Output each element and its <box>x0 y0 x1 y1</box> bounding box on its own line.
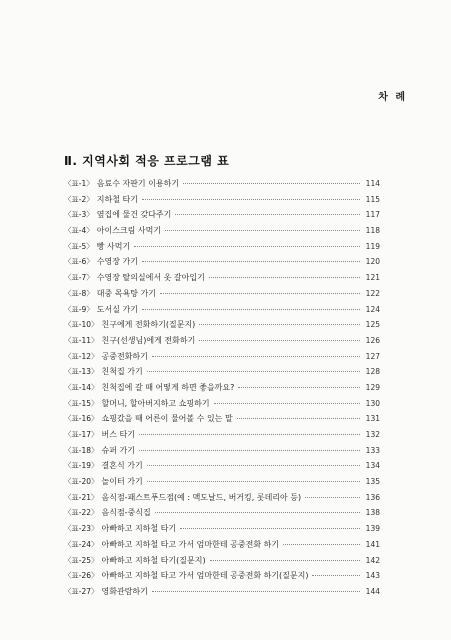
toc-entry <box>64 443 380 459</box>
toc-entry-title: 지하철 타기 <box>96 194 138 204</box>
toc-dot-leader <box>199 340 360 341</box>
toc-entry-code: 〈표-12〉 <box>64 351 99 361</box>
toc-entry-title: 놀이터 가기 <box>101 477 143 487</box>
toc-entry-code: 〈표-3〉 <box>64 210 94 220</box>
toc-dot-leader <box>214 403 360 404</box>
toc-entry-page-number: 131 <box>365 414 380 424</box>
toc-entry <box>64 396 380 412</box>
toc-entry <box>64 192 380 208</box>
toc-entry-code: 〈표-6〉 <box>64 257 94 267</box>
table-of-contents <box>64 176 380 600</box>
toc-dot-leader <box>139 450 360 451</box>
toc-entry-title: 음식점-패스트푸드점(예 : 맥도날드, 버거킹, 롯데리아 등) <box>101 492 302 502</box>
toc-entry-page-number: 125 <box>365 320 380 330</box>
toc-dot-leader <box>152 591 360 592</box>
toc-entry-code: 〈표-27〉 <box>64 586 99 596</box>
toc-entry <box>64 521 380 537</box>
toc-dot-leader <box>165 230 360 231</box>
toc-entry <box>64 254 380 270</box>
toc-entry-code: 〈표-5〉 <box>64 241 94 251</box>
toc-dot-leader <box>175 214 360 215</box>
toc-dot-leader <box>183 183 360 184</box>
toc-entry-title: 대중 목욕탕 가기 <box>96 288 156 298</box>
toc-entry-title: 음료수 자판기 이용하기 <box>96 179 180 188</box>
toc-entry-page-number: 121 <box>365 273 380 283</box>
toc-dot-leader <box>147 481 360 482</box>
toc-entry <box>64 333 380 349</box>
toc-entry-page-number: 139 <box>365 524 380 534</box>
toc-entry-page-number: 114 <box>365 179 380 188</box>
toc-entry-page-number: 143 <box>365 571 380 581</box>
toc-entry <box>64 490 380 506</box>
toc-entry-page-number: 130 <box>365 398 380 408</box>
toc-dot-leader <box>160 293 360 294</box>
section-title: Ⅱ. 지역사회 적응 프로그램 표 <box>64 154 230 168</box>
toc-entry <box>64 458 380 474</box>
toc-entry-page-number: 136 <box>365 492 380 502</box>
toc-entry-code: 〈표-23〉 <box>64 524 99 534</box>
toc-entry-title: 아이스크림 사먹기 <box>96 226 162 236</box>
toc-entry <box>64 302 380 318</box>
toc-entry-code: 〈표-21〉 <box>64 492 99 502</box>
toc-entry <box>64 537 380 553</box>
toc-entry <box>64 505 380 521</box>
toc-entry-title: 슈퍼 가기 <box>101 445 135 455</box>
toc-dot-leader <box>209 277 360 278</box>
toc-dot-leader <box>180 528 360 529</box>
toc-entry-title: 영화관람하기 <box>101 586 148 596</box>
toc-entry-page-number: 129 <box>365 382 380 392</box>
toc-dot-leader <box>139 434 360 435</box>
toc-dot-leader <box>147 465 360 466</box>
toc-dot-leader <box>283 544 360 545</box>
toc-dot-leader <box>312 575 360 576</box>
toc-entry-title: 공중전화하기 <box>101 351 148 361</box>
toc-entry-title: 할머니, 할아버지하고 쇼핑하기 <box>101 398 210 408</box>
toc-dot-leader <box>142 309 360 310</box>
toc-entry-page-number: 124 <box>365 304 380 314</box>
toc-entry-code: 〈표-20〉 <box>64 477 99 487</box>
toc-entry-code: 〈표-16〉 <box>64 414 99 424</box>
toc-entry-code: 〈표-9〉 <box>64 304 94 314</box>
toc-entry <box>64 411 380 427</box>
toc-entry-title: 음식점-중식집 <box>101 508 151 518</box>
toc-entry-title: 친구(선생님)에게 전화하기 <box>101 335 196 345</box>
toc-entry-code: 〈표-18〉 <box>64 445 99 455</box>
toc-entry <box>64 176 380 192</box>
toc-dot-leader <box>152 356 360 357</box>
toc-entry-title: 수영장 가기 <box>96 257 138 267</box>
toc-entry <box>64 317 380 333</box>
toc-entry-page-number: 120 <box>365 257 380 267</box>
toc-entry-page-number: 117 <box>365 210 380 220</box>
toc-dot-leader <box>147 371 360 372</box>
toc-entry-title: 옆집에 물건 갖다주기 <box>96 210 172 220</box>
toc-entry-page-number: 144 <box>365 586 380 596</box>
toc-entry-page-number: 119 <box>365 241 380 251</box>
toc-entry-code: 〈표-13〉 <box>64 367 99 377</box>
toc-entry-code: 〈표-17〉 <box>64 430 99 439</box>
toc-dot-leader <box>134 246 360 247</box>
toc-entry-code: 〈표-15〉 <box>64 398 99 408</box>
toc-entry-page-number: 134 <box>365 461 380 471</box>
toc-entry <box>64 207 380 223</box>
toc-entry-code: 〈표-4〉 <box>64 226 94 236</box>
toc-entry <box>64 364 380 380</box>
toc-entry-code: 〈표-26〉 <box>64 571 99 581</box>
toc-entry <box>64 270 380 286</box>
toc-entry-page-number: 127 <box>365 351 380 361</box>
toc-entry-page-number: 141 <box>365 539 380 549</box>
toc-entry <box>64 553 380 569</box>
toc-entry-title: 친구에게 전화하기(질문지) <box>101 320 196 330</box>
toc-entry-page-number: 126 <box>365 335 380 345</box>
toc-entry-page-number: 132 <box>365 430 380 439</box>
toc-entry-title: 버스 타기 <box>101 430 135 439</box>
toc-entry <box>64 380 380 396</box>
toc-entry <box>64 286 380 302</box>
toc-entry-title: 쇼핑갔을 때 어른이 물어볼 수 있는 말 <box>101 414 233 424</box>
toc-entry-page-number: 118 <box>365 226 380 236</box>
toc-dot-leader <box>142 199 360 200</box>
toc-entry-code: 〈표-2〉 <box>64 194 94 204</box>
toc-entry-title: 아빠하고 지하철 타기(질문지) <box>101 555 206 565</box>
toc-entry-page-number: 142 <box>365 555 380 565</box>
toc-entry-title: 친척집에 갈 때 어떻게 하면 좋을까요? <box>101 382 235 392</box>
toc-dot-leader <box>305 497 360 498</box>
toc-entry-code: 〈표-1〉 <box>64 179 94 188</box>
toc-entry-page-number: 133 <box>365 445 380 455</box>
toc-entry-code: 〈표-25〉 <box>64 555 99 565</box>
page-header: 차 례 <box>378 92 407 103</box>
toc-entry-page-number: 122 <box>365 288 380 298</box>
toc-entry-title: 결혼식 가기 <box>101 461 143 471</box>
toc-entry-page-number: 128 <box>365 367 380 377</box>
toc-entry-title: 수영장 탈의실에서 옷 갈아입기 <box>96 273 205 283</box>
toc-dot-leader <box>199 324 360 325</box>
toc-dot-leader <box>238 387 360 388</box>
toc-entry-title: 친척집 가기 <box>101 367 143 377</box>
toc-dot-leader <box>155 512 360 513</box>
toc-entry <box>64 568 380 584</box>
toc-entry <box>64 223 380 239</box>
toc-entry-code: 〈표-11〉 <box>64 335 99 345</box>
toc-entry-code: 〈표-10〉 <box>64 320 99 330</box>
toc-entry-code: 〈표-8〉 <box>64 288 94 298</box>
toc-entry-code: 〈표-14〉 <box>64 382 99 392</box>
toc-entry-title: 도서실 가기 <box>96 304 138 314</box>
toc-entry <box>64 474 380 490</box>
toc-dot-leader <box>237 418 360 419</box>
toc-entry-title: 아빠하고 지하철 타고 가서 엄마한테 공중전화 하기 <box>101 539 280 549</box>
toc-entry-page-number: 138 <box>365 508 380 518</box>
toc-entry-code: 〈표-7〉 <box>64 273 94 283</box>
toc-entry-code: 〈표-19〉 <box>64 461 99 471</box>
toc-entry-title: 아빠하고 지하철 타고 가서 엄마한테 공중전화 하기(질문지) <box>101 571 309 581</box>
toc-dot-leader <box>210 560 360 561</box>
toc-dot-leader <box>142 261 360 262</box>
toc-entry-title: 빵 사먹기 <box>96 241 131 251</box>
toc-entry-page-number: 135 <box>365 477 380 487</box>
toc-entry-title: 아빠하고 지하철 타기 <box>101 524 177 534</box>
toc-entry <box>64 239 380 255</box>
toc-entry <box>64 349 380 365</box>
toc-entry-code: 〈표-22〉 <box>64 508 99 518</box>
toc-entry <box>64 584 380 600</box>
toc-entry-page-number: 115 <box>365 194 380 204</box>
toc-entry <box>64 427 380 443</box>
toc-entry-code: 〈표-24〉 <box>64 539 99 549</box>
